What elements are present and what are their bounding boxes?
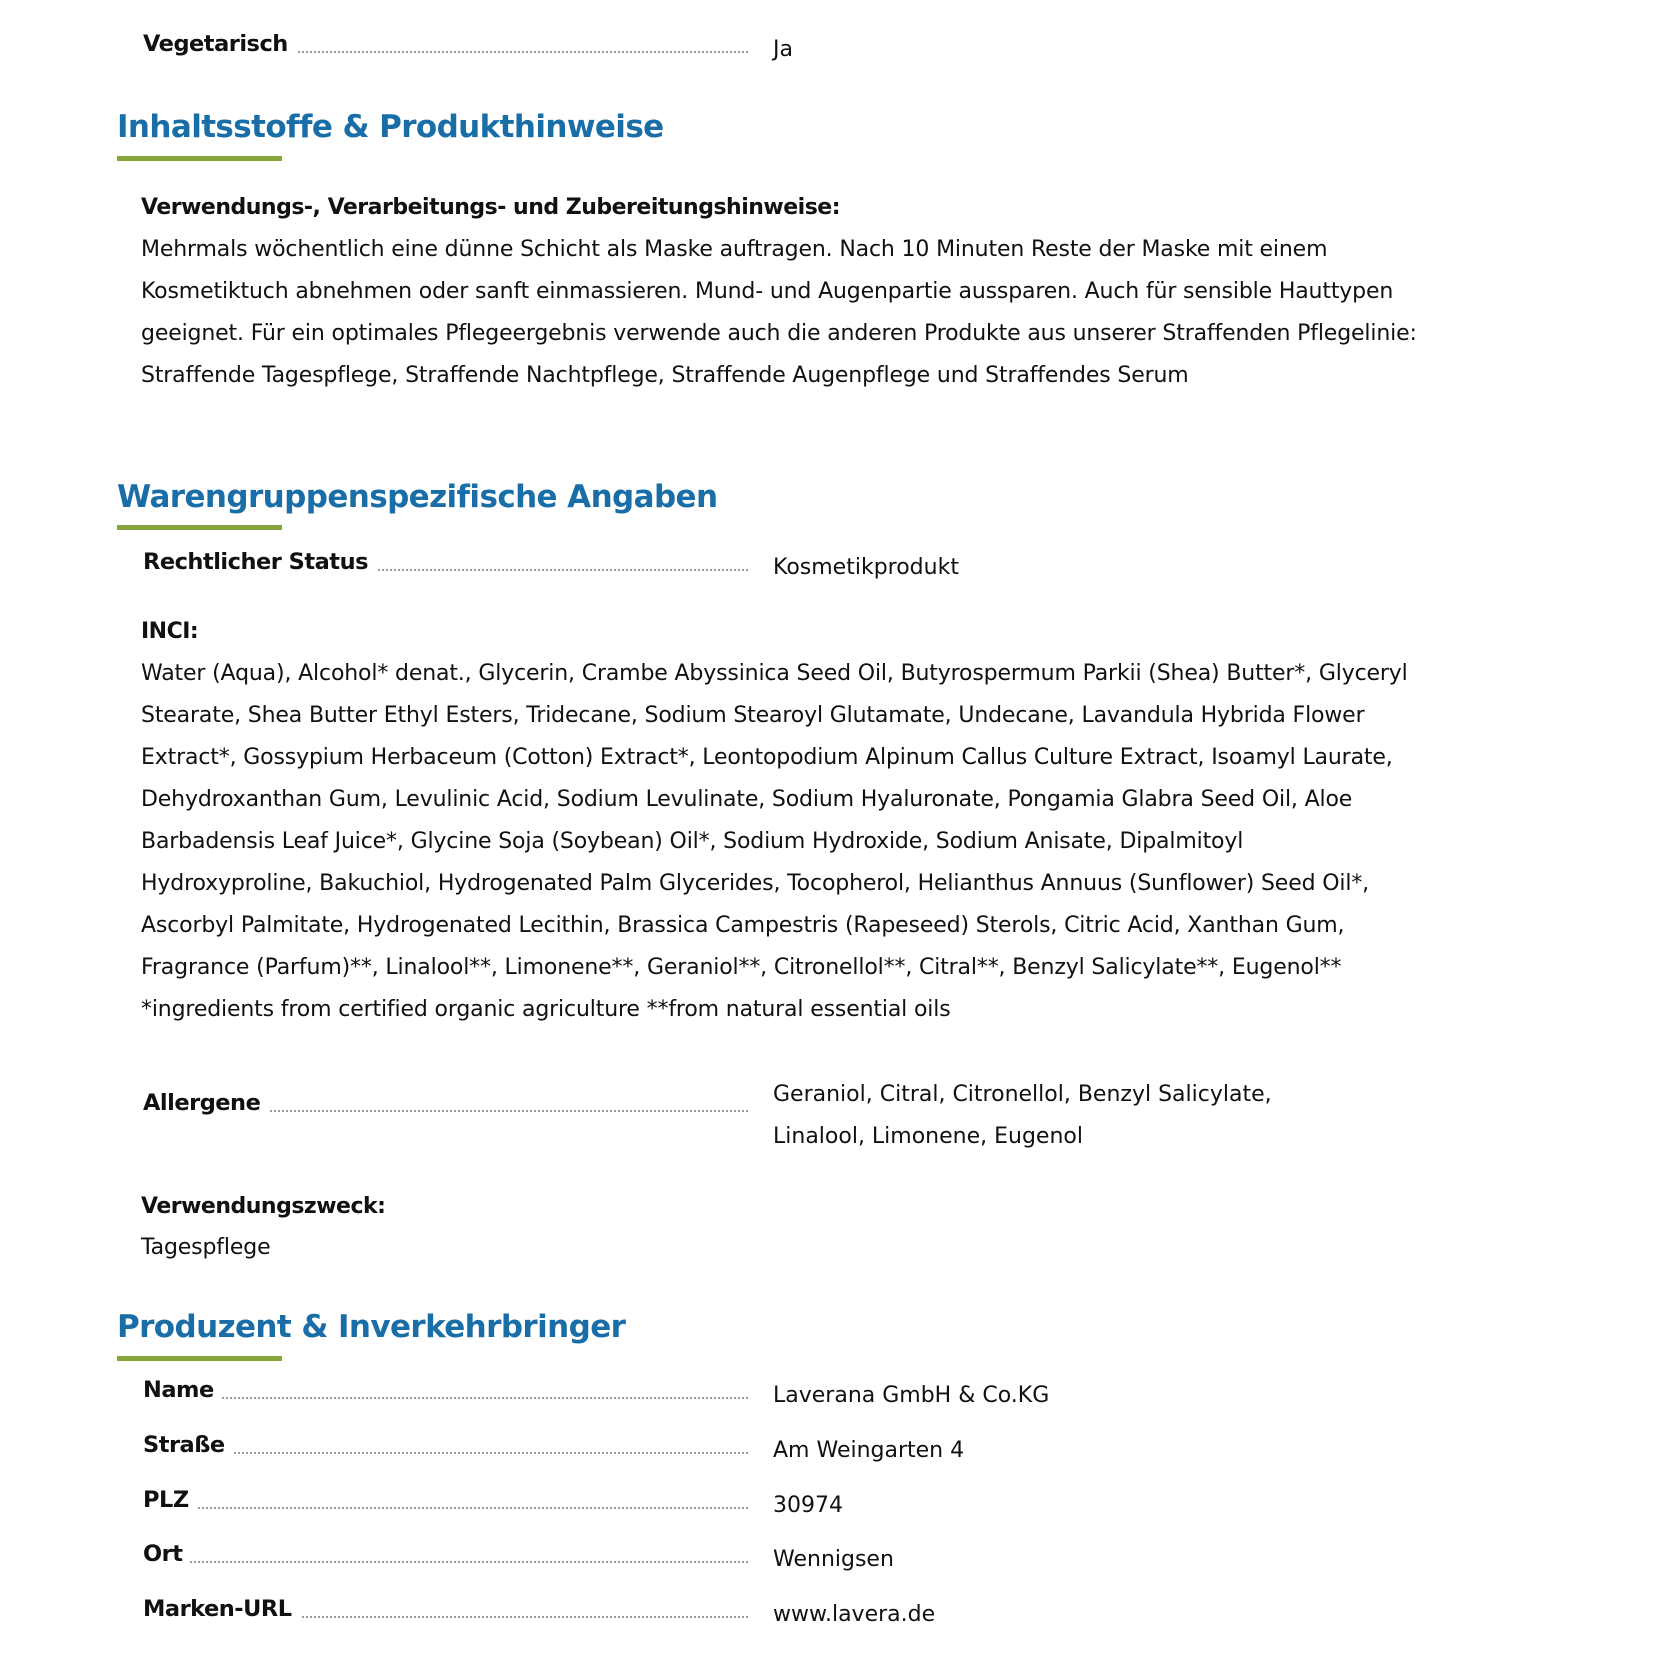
producer-name-label: Name — [143, 1373, 222, 1407]
producer-city-label: Ort — [143, 1537, 190, 1571]
producer-street-value: Am Weingarten 4 — [773, 1438, 965, 1463]
section-heading-ingredients: Inhaltsstoffe & Produkthinweise — [117, 109, 664, 145]
section-heading-producer: Produzent & Inverkehrbringer — [117, 1309, 626, 1345]
inci-text: Water (Aqua), Alcohol* denat., Glycerin, Crambe Abyssinica Seed Oil, Butyrospermum Parkii (Shea) Butter*, Glyceryl Stearate, Shea Butter Ethyl Esters, Tridecane, Sodium Stearoyl Glutamate, Undecane, Lavandula Hybrida Flower Extract*, Gossypium Herbaceum (Cotton) Extract*, Leontopodium Alpinum Callus Culture Extract, Isoamyl Laurate, Dehydroxanthan Gum, Levulinic Acid, Sodium Levulinate, Sodium Hyaluronate, Pongamia Glabra Seed Oil, Aloe Barbadensis Leaf Juice*, Glycine Soja (Soybean) Oil*, Sodium Hydroxide, Sodium Anisate, Dipalmitoyl Hydroxyproline, Bakuchiol, Hydrogenated Palm Glycerides, Tocopherol, Helianthus Annuus (Sunflower) Seed Oil*, Ascorbyl Palmitate, Hydrogenated Lecithin, Brassica Campestris (Rapeseed) Sterols, Citric Acid, Xanthan Gum, Fragrance (Parfum)**, Linalool**, Limonene**, Geraniol**, Citronellol**, Citral**, Benzyl Salicylate**, Eugenol** *ingredients from certified organic agriculture **from natural essential oils — [141, 661, 1408, 1022]
vegetarian-row — [143, 27, 1343, 67]
purpose-title: Verwendungszweck: — [141, 1194, 386, 1219]
heading-underline — [117, 525, 282, 530]
producer-zip-label: PLZ — [143, 1483, 197, 1517]
dotted-leader — [143, 1507, 748, 1509]
legal-status-value: Kosmetikprodukt — [773, 555, 959, 580]
producer-street-row — [143, 1428, 1343, 1468]
brand-url-label: Marken-URL — [143, 1592, 300, 1626]
purpose-value: Tagespflege — [141, 1235, 271, 1260]
producer-name-row — [143, 1373, 1343, 1413]
allergens-row — [143, 1084, 1343, 1174]
inci-title: INCI: — [141, 619, 199, 644]
legal-status-row — [143, 545, 1343, 585]
dotted-leader — [143, 1397, 748, 1399]
producer-street-label: Straße — [143, 1428, 233, 1462]
producer-city-value: Wennigsen — [773, 1547, 894, 1572]
heading-underline — [117, 156, 282, 161]
producer-city-row — [143, 1537, 1343, 1577]
section-heading-product-group: Warengruppenspezifische Angaben — [117, 479, 718, 515]
brand-url-row — [143, 1592, 1343, 1632]
usage-title: Verwendungs-, Verarbeitungs- und Zubereitungshinweise: — [141, 195, 841, 220]
producer-zip-row — [143, 1483, 1343, 1523]
producer-zip-value: 30974 — [773, 1493, 843, 1518]
dotted-leader — [143, 1561, 748, 1563]
legal-status-label: Rechtlicher Status — [143, 545, 376, 579]
producer-name-value: Laverana GmbH & Co.KG — [773, 1383, 1050, 1408]
allergens-label: Allergene — [143, 1086, 268, 1120]
heading-underline — [117, 1356, 282, 1361]
usage-text: Mehrmals wöchentlich eine dünne Schicht als Maske auftragen. Nach 10 Minuten Reste der Maske mit einem Kosmetiktuch abnehmen oder sanft einmassieren. Mund- und Augenpartie aussparen. Auch für sensible Hauttypen geeignet. Für ein optimales Pflegeergebnis verwende auch die anderen Produkte aus unserer Straffenden Pflegelinie: Straffende Tagespflege, Straffende Nachtpflege, Straffende Augenpflege und Straffendes Serum — [141, 237, 1417, 388]
vegetarian-value: Ja — [773, 37, 793, 62]
allergens-value: Geraniol, Citral, Citronellol, Benzyl Salicylate, Linalool, Limonene, Eugenol — [773, 1082, 1272, 1149]
brand-url-value: www.lavera.de — [773, 1602, 936, 1627]
dotted-leader — [143, 1452, 748, 1454]
vegetarian-label: Vegetarisch — [143, 27, 296, 61]
